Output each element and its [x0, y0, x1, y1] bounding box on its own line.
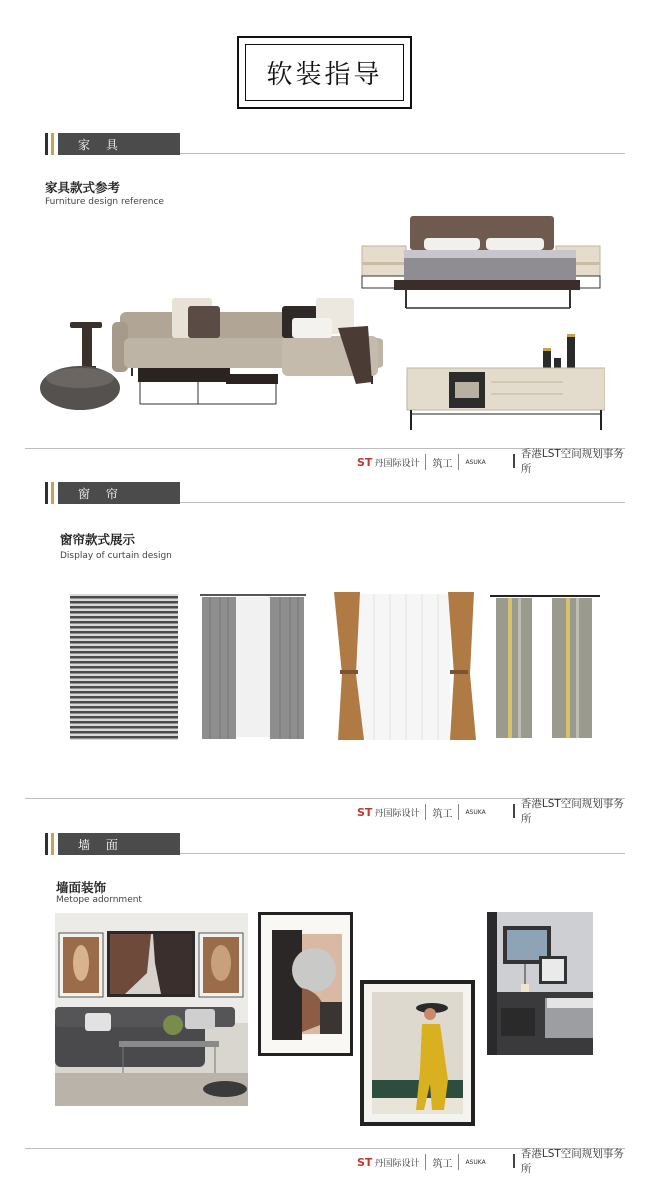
studio-name: 香港LST空间规划事务所 [513, 1152, 625, 1170]
wall-subtitle-en: Metope adornment [56, 895, 142, 905]
st-logo: ST 丹国际设计 [357, 455, 420, 469]
partner-logos [357, 802, 486, 822]
furniture-subtitle-cn: 家具款式参考 [45, 180, 121, 195]
woman-portrait-art-image [360, 980, 475, 1126]
section-footer-furniture [25, 448, 625, 474]
asuka-logo: ASUKA [465, 458, 486, 466]
st-logo: ST 丹国际设计 [357, 805, 420, 819]
living-room-artwork-image [55, 913, 248, 1106]
section-header-furniture [45, 133, 625, 155]
furniture-subtitle-en: Furniture design reference [45, 197, 164, 207]
page-title-box [237, 36, 412, 109]
page-title: 软装指导 [266, 60, 383, 90]
tan-curtain-image [330, 590, 478, 742]
section-footer-curtain [25, 798, 625, 824]
blinds-image [70, 594, 178, 740]
section-footer-wall [25, 1148, 625, 1174]
gong-logo: 筑工 [432, 808, 453, 820]
gong-logo: 筑工 [432, 1158, 453, 1170]
asuka-logo: ASUKA [465, 1158, 486, 1166]
section-header-wall [45, 833, 625, 855]
st-logo: ST 丹国际设计 [357, 1155, 420, 1169]
bed-image [358, 212, 608, 312]
striped-curtain-image [490, 590, 600, 740]
tv-cabinet-image [405, 334, 605, 432]
grey-curtain-image [198, 592, 308, 740]
abstract-art-image [258, 912, 353, 1056]
bedroom-artwork-image [487, 912, 593, 1055]
section-tag-wall: 墙 面 [58, 833, 180, 855]
curtain-subtitle-en: Display of curtain design [60, 551, 172, 561]
curtain-subtitle-cn: 窗帘款式展示 [60, 532, 136, 547]
asuka-logo: ASUKA [465, 808, 486, 816]
wall-subtitle-cn: 墙面装饰 [56, 880, 107, 895]
partner-logos [357, 1152, 486, 1172]
section-tag-curtain: 窗 帘 [58, 482, 180, 504]
studio-name: 香港LST空间规划事务所 [513, 802, 625, 820]
gong-logo: 筑工 [432, 458, 453, 470]
partner-logos [357, 452, 486, 472]
studio-name: 香港LST空间规划事务所 [513, 452, 625, 470]
section-header-curtain [45, 482, 625, 504]
section-tag-furniture: 家 具 [58, 133, 180, 155]
sofa-set-image [38, 292, 383, 412]
